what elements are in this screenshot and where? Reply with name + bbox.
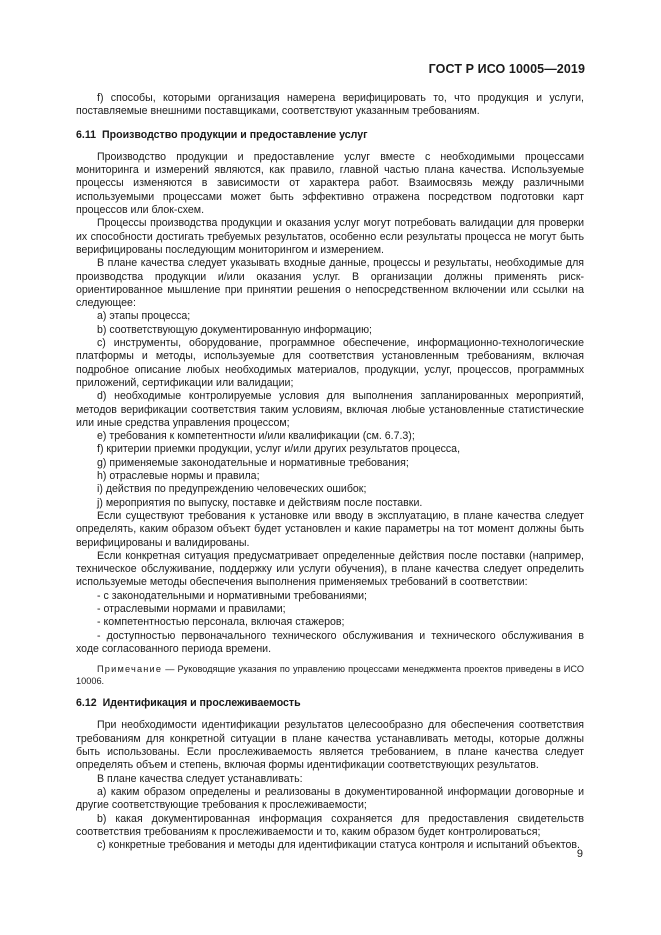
list-item: b) соответствующую документированную информацию; [97,323,372,336]
list-item: f) критерии приемки продукции, услуг и/или других результатов процесса, [97,443,461,456]
paragraph: Производство продукции и предоставление услуг вместе с необходимыми процессами мониторинга и измерений являются, как правило, главной частью плана качества. Используемые процессы изменяются в зависимости от характера работ. Взаимосвязь между различными используемыми процессами может быть эффективно отражена посредством подготовки карт процессов или блок-схем. [76,150,584,217]
document-header: ГОСТ Р ИСО 10005—2019 [428,62,585,76]
paragraph: В плане качества следует указывать входные данные, процессы и результаты, необходимые для производства продукции и/или оказания услуг. В организации должны применять риск-ориентированное мышление при принятии решения о непосредственном включении или ссылки на следующее: [76,257,584,310]
paragraph-top: f) способы, которыми организация намерена верифицировать то, что продукция и услуги, поставляемые внешними поставщиками, соответствуют указанным требованиям. [76,92,584,118]
list-item: c) инструменты, оборудование, программное обеспечение, информационно-технологические платформы и методы, используемые для соответствия установленным требованиям, включая подробное описание любых необходимых материалов, продукции, услуг, процессов, программных приложений, сертификации или валидации; [76,337,584,389]
list-item: b) какая документированная информация сохраняется для предоставления свидетельств соответствия требованиям к прослеживаемости и то, каким образом будет контролироваться; [76,812,584,838]
section-title: Идентификация и прослеживаемость [102,697,301,710]
note-label: Примечание [97,664,163,675]
list-item: i) действия по предупреждению человеческих ошибок; [97,483,367,496]
list-item: h) отраслевые нормы и правила; [97,470,260,483]
list-item: c) конкретные требования и методы для идентификации статуса контроля и испытаний объектов. [97,839,580,852]
list-item: e) требования к компетентности и/или квалификации (см. 6.7.3); [97,430,415,443]
paragraph: При необходимости идентификации результатов целесообразно для обеспечения соответствия требованиям для конкретной ситуации в плане качества устанавливать методы, которые должны быть использованы. Если прослеживаемость является требованием, в плане качества следует определять объем и степень, включая формы идентификации соответствующих результатов. [76,719,584,772]
section-heading-6-11 [76,129,584,142]
dash-item: - отраслевыми нормами и правилами; [97,602,286,615]
paragraph: Если конкретная ситуация предусматривает определенные действия после поставки (например, техническое обслуживание, поддержку или услуги обучения), в плане качества следует определить используемые методы обеспечения выполнения применяемых требований в соответствии: [76,549,584,589]
dash-item: - доступностью первоначального технического обслуживания и технического обслуживания в ходе согласованного периода времени. [76,629,584,655]
paragraph: Если существуют требования к установке или вводу в эксплуатацию, в плане качества следует определять, каким образом объект будет установлен и какие параметры на тот момент должны быть верифицированы и валидированы. [76,509,584,549]
list-item: g) применяемые законодательные и нормативные требования; [97,456,409,469]
section-heading-6-12 [76,697,584,710]
dash-item: - компетентностью персонала, включая стажеров; [97,616,345,629]
page-number: 9 [576,848,583,860]
note-text: — Руководящие указания по управлению процессами менеджмента проектов приведены в ИСО 10006. [76,664,584,687]
note [76,663,584,687]
paragraph: Процессы производства продукции и оказания услуг могут потребовать валидации для проверки их способности достигать требуемых результатов, особенно если результаты процесса не могут быть верифицированы последующим мониторингом и измерением. [76,217,584,256]
list-item: j) мероприятия по выпуску, поставке и действиям после поставки. [97,496,423,509]
section-title: Производство продукции и предоставление услуг [102,128,368,141]
list-item: a) этапы процесса; [97,310,191,323]
list-item: d) необходимые контролируемые условия для выполнения запланированных мероприятий, методов верификации соответствия таким условиям, включая любые установленные статистические или иные средства управления процессом; [76,390,584,429]
dash-item: - с законодательными и нормативными требованиями; [97,589,368,602]
paragraph: В плане качества следует устанавливать: [97,772,303,785]
section-number: 6.12 [76,697,97,710]
document-body [76,92,584,852]
section-number: 6.11 [76,128,97,141]
list-item: a) каким образом определены и реализованы в документированной информации договорные и другие соответствующие требования к прослеживаемости; [76,785,584,812]
